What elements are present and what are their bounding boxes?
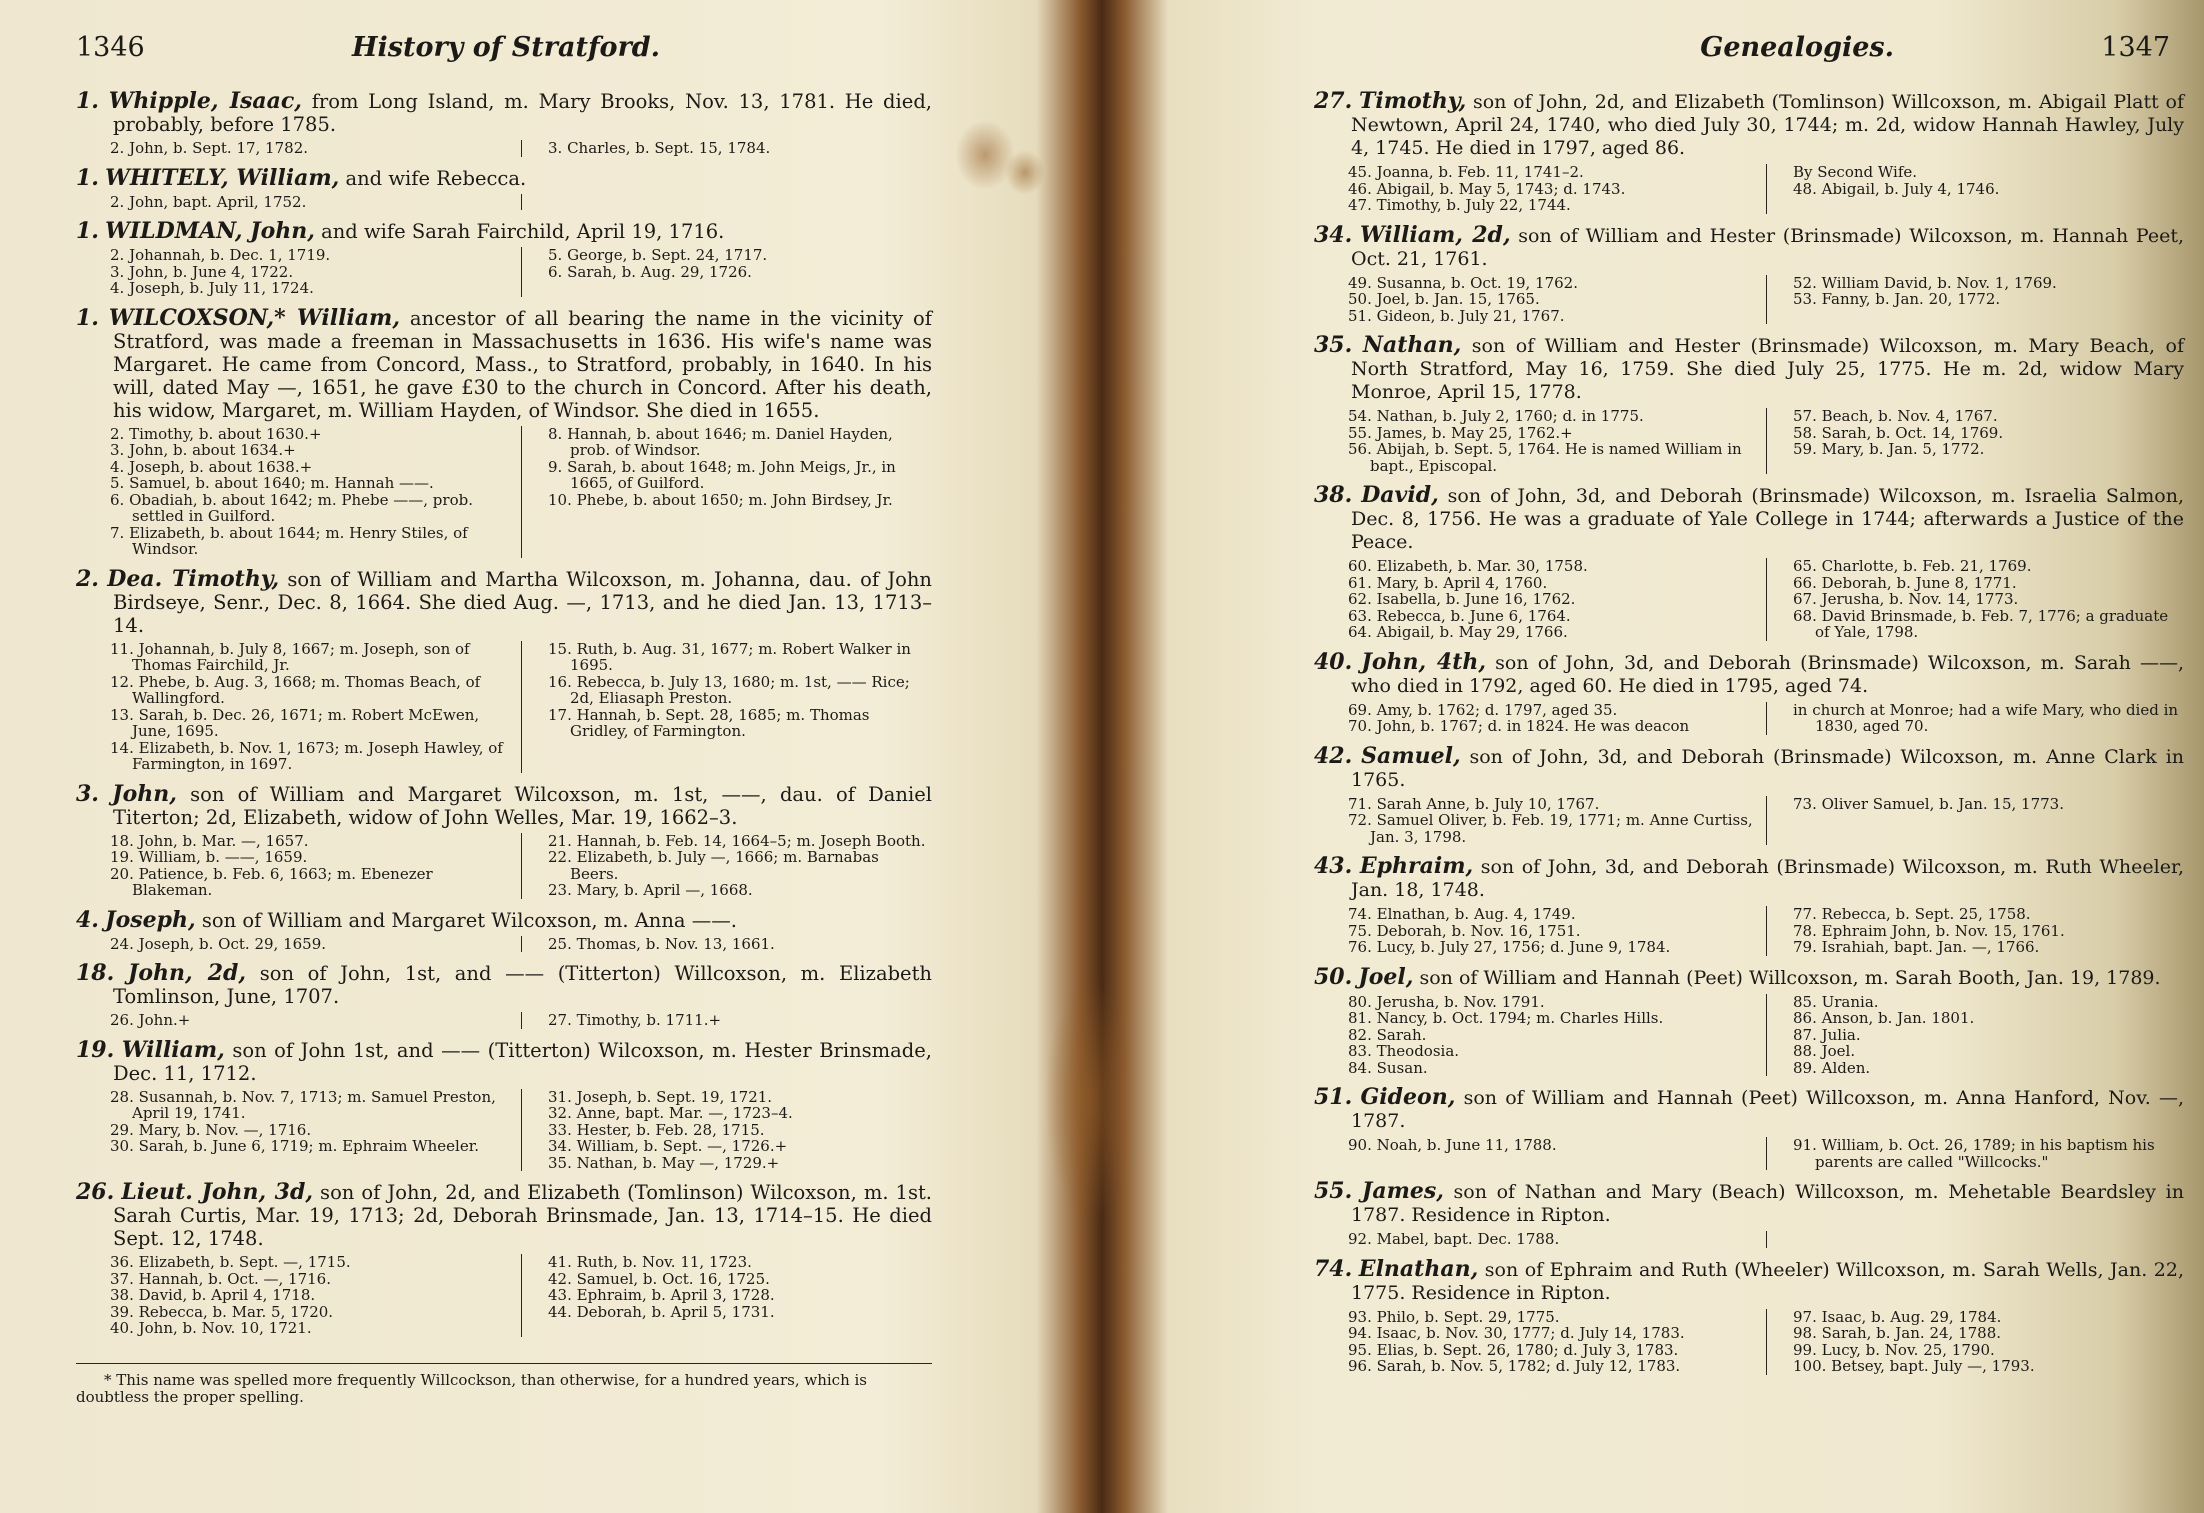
genealogy-entry: [1314, 1180, 2184, 1248]
child-item: 5. George, b. Sept. 24, 1717.: [548, 246, 768, 264]
genealogy-entry: [76, 304, 932, 558]
children-column-left: [1348, 164, 1766, 214]
entry-heading: [1314, 1180, 2184, 1227]
children-column-right: [521, 1089, 932, 1172]
genealogy-entry: [76, 90, 932, 157]
child-item: 15. Ruth, b. Aug. 31, 1677; m. Robert Walker in 1695.: [548, 639, 911, 674]
children-column-right: [521, 247, 932, 297]
children-column-right: [521, 1012, 932, 1029]
child-item: 6. Sarah, b. Aug. 29, 1726.: [548, 262, 752, 281]
person-name: WILDMAN, John,: [105, 218, 315, 244]
child-item: 26. John.+: [110, 1011, 191, 1029]
children-column-left: [110, 140, 521, 157]
person-name: John,: [112, 780, 177, 807]
child-item: 59. Mary, b. Jan. 5, 1772.: [1793, 440, 1985, 458]
children-column-left: [1348, 558, 1766, 641]
children-list: [76, 936, 932, 953]
genealogy-entry: [76, 1036, 932, 1172]
entry-text: son of William and Hester (Brinsmade) Wilcoxson, m. Mary Beach, of North Stratford, May 16, 1759. She died July 25, 1775. He m. 2d, widow Mary Monroe, April 15, 1778.: [1351, 335, 2184, 403]
person-name: Elnathan,: [1358, 1255, 1479, 1282]
entry-text: son of John 1st, and —— (Titterton) Wilcoxson, m. Hester Brinsmade, Dec. 11, 1712.: [113, 1038, 932, 1085]
child-item: 27. Timothy, b. 1711.+: [548, 1011, 722, 1029]
child-item: 86. Anson, b. Jan. 1801.: [1793, 1009, 1975, 1027]
genealogy-entry: [1314, 855, 2184, 956]
child-item: 44. Deborah, b. April 5, 1731.: [548, 1302, 775, 1321]
child-item: 85. Urania.: [1793, 992, 1879, 1011]
children-column-left: [110, 426, 521, 558]
children-list: [1314, 1231, 2184, 1248]
children-column-right: [1766, 275, 2184, 325]
person-name: William, 2d,: [1359, 221, 1511, 248]
genealogy-entry: [1314, 1255, 2184, 1375]
child-item: 4. Joseph, b. about 1638.+: [110, 457, 313, 476]
child-item: 28. Susannah, b. Nov. 7, 1713; m. Samuel Preston, April 19, 1741.: [110, 1087, 496, 1122]
child-item: 43. Ephraim, b. April 3, 1728.: [548, 1286, 775, 1304]
entry-heading: [76, 90, 932, 136]
child-item: 93. Philo, b. Sept. 29, 1775.: [1348, 1307, 1560, 1326]
children-column-left: [110, 936, 521, 953]
genealogy-entry: [76, 962, 932, 1029]
child-item: 82. Sarah.: [1348, 1025, 1427, 1044]
children-list: [76, 1089, 932, 1172]
child-item: 24. Joseph, b. Oct. 29, 1659.: [110, 934, 327, 953]
entry-number: 1.: [76, 218, 99, 244]
footnote: * This name was spelled more frequently Willcockson, than otherwise, for a hundred years, which is doubtless the proper spelling.: [76, 1370, 867, 1406]
child-item: 65. Charlotte, b. Feb. 21, 1769.: [1793, 557, 2032, 575]
children-column-right: [1766, 994, 2184, 1077]
entry-text: son of John, 3d, and Deborah (Brinsmade) Wilcoxson, m. Ruth Wheeler, Jan. 18, 1748.: [1351, 856, 2184, 901]
genealogy-entry: [1314, 648, 2185, 735]
entry-heading: [76, 780, 932, 829]
entry-number: 40.: [1314, 648, 1353, 675]
genealogy-entry: [76, 780, 932, 899]
child-item: 94. Isaac, b. Nov. 30, 1777; d. July 14, 1783.: [1348, 1324, 1685, 1342]
child-item: 61. Mary, b. April 4, 1760.: [1348, 573, 1548, 592]
entry-number: 38.: [1314, 482, 1353, 508]
entry-heading: [76, 220, 932, 243]
child-item: 12. Phebe, b. Aug. 3, 1668; m. Thomas Beach, of Wallingford.: [110, 672, 481, 707]
genealogy-entry: [1314, 484, 2184, 641]
child-item: 87. Julia.: [1793, 1025, 1861, 1044]
child-item: 92. Mabel, bapt. Dec. 1788.: [1348, 1230, 1560, 1248]
person-name: Timothy,: [1359, 88, 1467, 114]
genealogy-entry: [76, 565, 932, 773]
child-item: 71. Sarah Anne, b. July 10, 1767.: [1348, 794, 1600, 813]
children-column-left: [1348, 1231, 1766, 1248]
person-name: John, 4th,: [1361, 648, 1487, 675]
page-number: 1347: [2101, 32, 2170, 63]
entry-number: 1.: [76, 88, 99, 114]
entry-heading: [1314, 963, 2184, 990]
children-list: [76, 194, 932, 211]
entry-heading: [76, 962, 932, 1008]
child-item: 51. Gideon, b. July 21, 1767.: [1348, 306, 1565, 325]
children-column-right: [1766, 558, 2184, 641]
children-column-right: [1766, 1309, 2184, 1375]
entry-text: son of John, 3d, and Deborah (Brinsmade) Wilcoxson, m. Sarah ——, who died in 1792, aged 60. He died in 1795, aged 74.: [1351, 651, 2185, 697]
child-item: 39. Rebecca, b. Mar. 5, 1720.: [110, 1302, 334, 1321]
child-item: 52. William David, b. Nov. 1, 1769.: [1793, 273, 2057, 292]
child-item: 78. Ephraim John, b. Nov. 15, 1761.: [1793, 921, 2065, 940]
genealogy-entry: [76, 164, 932, 211]
running-title: Genealogies.: [1700, 32, 1894, 63]
children-column-right: [1766, 702, 2184, 735]
child-item: 8. Hannah, b. about 1646; m. Daniel Hayden, prob. of Windsor.: [548, 424, 893, 459]
entry-number: 19.: [76, 1036, 115, 1063]
children-list: [1314, 275, 2184, 325]
entry-text: son of William and Hannah (Peet) Willcoxson, m. Sarah Booth, Jan. 19, 1789.: [1413, 966, 2161, 989]
footnote-rule: [76, 1363, 932, 1364]
person-name: David,: [1361, 482, 1439, 508]
entry-heading: [1314, 221, 2184, 271]
child-item: 7. Elizabeth, b. about 1644; m. Henry Stiles, of Windsor.: [110, 523, 468, 558]
entry-text: son of Ephraim and Ruth (Wheeler) Willcoxson, m. Sarah Wells, Jan. 22, 1775. Residence in Ripton.: [1351, 1258, 2184, 1304]
children-column-left: [110, 641, 521, 773]
child-item: 60. Elizabeth, b. Mar. 30, 1758.: [1348, 557, 1588, 575]
child-item: 100. Betsey, bapt. July —, 1793.: [1793, 1357, 2035, 1375]
child-item: 53. Fanny, b. Jan. 20, 1772.: [1793, 290, 2001, 308]
child-item: 66. Deborah, b. June 8, 1771.: [1793, 573, 2017, 592]
person-name: WILCOXSON,* William,: [108, 304, 400, 331]
child-item: 42. Samuel, b. Oct. 16, 1725.: [548, 1269, 770, 1288]
child-item: 88. Joel.: [1793, 1042, 1856, 1060]
children-list: [1314, 1309, 2184, 1375]
child-item: in church at Monroe; had a wife Mary, who died in 1830, aged 70.: [1793, 700, 2179, 735]
person-name: Ephraim,: [1359, 853, 1474, 879]
genealogy-entry: [1314, 221, 2184, 325]
entry-text: son of William and Martha Wilcoxson, m. Johanna, dau. of John Birdseye, Senr., Dec. 8, 1664. She died Aug. —, 1713, and he died Jan. 13, 1713–14.: [113, 567, 932, 637]
right-page: [1170, 0, 2204, 1513]
child-item: 91. William, b. Oct. 26, 1789; in his baptism his parents are called "Willcocks.": [1793, 1136, 2155, 1171]
entry-heading: [76, 565, 932, 637]
child-item: 41. Ruth, b. Nov. 11, 1723.: [548, 1253, 752, 1271]
entry-number: 1.: [76, 304, 99, 331]
child-item: 74. Elnathan, b. Aug. 4, 1749.: [1348, 905, 1576, 923]
genealogy-entry: [1314, 334, 2184, 474]
child-item: 95. Elias, b. Sept. 26, 1780; d. July 3, 1783.: [1348, 1340, 1679, 1359]
entry-list: [76, 90, 932, 1337]
children-column-right: [521, 641, 932, 773]
child-item: 22. Elizabeth, b. July —, 1666; m. Barnabas Beers.: [548, 848, 879, 883]
child-item: 10. Phebe, b. about 1650; m. John Birdsey, Jr.: [548, 490, 893, 509]
children-list: [76, 833, 932, 899]
entry-number: 43.: [1314, 853, 1353, 879]
children-column-right: [521, 1254, 932, 1337]
running-title: History of Stratford.: [352, 32, 661, 63]
entry-text: son of William and Hester (Brinsmade) Wilcoxson, m. Hannah Peet, Oct. 21, 1761.: [1351, 224, 2184, 270]
child-item: 3. John, b. June 4, 1722.: [110, 262, 294, 281]
entry-heading: [1314, 742, 2185, 792]
child-item: 76. Lucy, b. July 27, 1756; d. June 9, 1784.: [1348, 938, 1671, 956]
entry-number: 18.: [76, 960, 115, 986]
entry-number: 74.: [1314, 1255, 1353, 1282]
entry-number: 35.: [1314, 332, 1353, 358]
person-name: William,: [121, 1036, 225, 1063]
children-list: [1314, 906, 2184, 956]
children-column-right: [1766, 796, 2184, 846]
child-item: 33. Hester, b. Feb. 28, 1715.: [548, 1120, 765, 1139]
children-list: [1314, 994, 2184, 1077]
child-item: 9. Sarah, b. about 1648; m. John Meigs, Jr., in 1665, of Guilford.: [548, 457, 896, 492]
person-name: Whipple, Isaac,: [108, 88, 302, 114]
child-item: 46. Abigail, b. May 5, 1743; d. 1743.: [1348, 179, 1626, 198]
entry-heading: [1314, 1086, 2184, 1133]
child-item: 83. Theodosia.: [1348, 1042, 1460, 1060]
child-item: 72. Samuel Oliver, b. Feb. 19, 1771; m. Anne Curtiss, Jan. 3, 1798.: [1348, 811, 1753, 846]
running-head: [76, 32, 932, 90]
child-item: 45. Joanna, b. Feb. 11, 1741–2.: [1348, 163, 1584, 181]
entry-text: son of John, 3d, and Deborah (Brinsmade) Wilcoxson, m. Anne Clark in 1765.: [1351, 745, 2185, 791]
entry-heading: [1314, 648, 2185, 698]
child-item: 2. Johannah, b. Dec. 1, 1719.: [110, 246, 331, 264]
child-item: 63. Rebecca, b. June 6, 1764.: [1348, 606, 1571, 625]
entry-text: ancestor of all bearing the name in the vicinity of Stratford, was made a freeman in Massachusetts in 1636. His wife's name was Margaret. He came from Concord, Mass., to Stratford, probably, in 1640. In his will, dated May —, 1651, he gave £30 to the church in Concord. After his death, his widow, Margaret, m. William Hayden, of Windsor. She died in 1655.: [113, 306, 932, 422]
child-item: 34. William, b. Sept. —, 1726.+: [548, 1137, 788, 1155]
child-item: 2. Timothy, b. about 1630.+: [110, 424, 322, 443]
children-column-left: [110, 1089, 521, 1172]
children-column-left: [110, 1254, 521, 1337]
person-name: Joel,: [1358, 963, 1414, 990]
entry-text: and wife Rebecca.: [339, 166, 527, 190]
children-column-right: [521, 426, 932, 558]
entry-number: 2.: [76, 565, 99, 592]
child-item: By Second Wife.: [1793, 163, 1918, 181]
entry-list: [1314, 90, 2184, 1375]
child-item: 89. Alden.: [1793, 1058, 1871, 1077]
genealogy-entry: [76, 220, 932, 297]
child-item: 6. Obadiah, b. about 1642; m. Phebe ——, prob. settled in Guilford.: [110, 490, 473, 525]
entry-text: son of John, 1st, and —— (Titterton) Willcoxson, m. Elizabeth Tomlinson, June, 1707.: [113, 962, 932, 1008]
child-item: 54. Nathan, b. July 2, 1760; d. in 1775.: [1348, 407, 1644, 425]
child-item: 38. David, b. April 4, 1718.: [110, 1286, 316, 1304]
child-item: 58. Sarah, b. Oct. 14, 1769.: [1793, 423, 2004, 442]
child-item: 16. Rebecca, b. July 13, 1680; m. 1st, —— Rice; 2d, Eliasaph Preston.: [548, 672, 910, 707]
child-item: 57. Beach, b. Nov. 4, 1767.: [1793, 407, 1998, 425]
entry-text: and wife Sarah Fairchild, April 19, 1716.: [314, 220, 725, 243]
entry-number: 50.: [1314, 963, 1353, 990]
entry-heading: [1314, 90, 2184, 160]
child-item: 77. Rebecca, b. Sept. 25, 1758.: [1793, 905, 2031, 923]
children-list: [1314, 1137, 2184, 1170]
child-item: 21. Hannah, b. Feb. 14, 1664–5; m. Joseph Booth.: [548, 831, 926, 850]
children-list: [1314, 558, 2184, 641]
left-page: [0, 0, 1060, 1513]
entry-text: son of William and Margaret Wilcoxson, m. Anna ——.: [195, 908, 737, 932]
children-list: [76, 1012, 932, 1029]
child-item: 64. Abigail, b. May 29, 1766.: [1348, 623, 1568, 641]
child-item: 49. Susanna, b. Oct. 19, 1762.: [1348, 273, 1578, 292]
children-column-right: [1766, 1231, 2184, 1248]
child-item: 20. Patience, b. Feb. 6, 1663; m. Ebenezer Blakeman.: [110, 864, 433, 899]
person-name: James,: [1361, 1178, 1444, 1204]
children-column-left: [1348, 702, 1766, 735]
entry-heading: [76, 304, 932, 422]
entry-number: 26.: [76, 1179, 115, 1205]
child-item: 35. Nathan, b. May —, 1729.+: [548, 1153, 780, 1172]
entry-heading: [1314, 334, 2184, 404]
children-column-right: [1766, 906, 2184, 956]
genealogy-entry: [1314, 742, 2185, 846]
children-column-right: [1766, 408, 2184, 474]
children-column-right: [1766, 164, 2184, 214]
person-name: Samuel,: [1361, 742, 1461, 769]
entry-text: son of John, 2d, and Elizabeth (Tomlinson) Wilcoxson, m. 1st. Sarah Curtis, Mar. 19, 1713; 2d, Deborah Brinsmade, Jan. 13, 1714–15. He died Sept. 12, 1748.: [113, 1181, 932, 1250]
children-list: [1314, 164, 2184, 214]
person-name: Nathan,: [1362, 332, 1462, 358]
child-item: 99. Lucy, b. Nov. 25, 1790.: [1793, 1340, 1995, 1359]
children-column-left: [1348, 408, 1766, 474]
child-item: 81. Nancy, b. Oct. 1794; m. Charles Hills.: [1348, 1009, 1664, 1027]
entry-text: son of Nathan and Mary (Beach) Willcoxson, m. Mehetable Beardsley in 1787. Residence in Ripton.: [1351, 1181, 2184, 1226]
children-column-right: [521, 140, 932, 157]
child-item: 4. Joseph, b. July 11, 1724.: [110, 279, 314, 297]
child-item: 55. James, b. May 25, 1762.+: [1348, 423, 1573, 442]
child-item: 32. Anne, bapt. Mar. —, 1723–4.: [548, 1104, 793, 1122]
entry-number: 4.: [76, 906, 99, 933]
child-item: 13. Sarah, b. Dec. 26, 1671; m. Robert McEwen, June, 1695.: [110, 705, 480, 740]
children-list: [1314, 702, 2184, 735]
entry-heading: [76, 1036, 932, 1085]
child-item: 80. Jerusha, b. Nov. 1791.: [1348, 992, 1545, 1011]
children-list: [76, 140, 932, 157]
children-column-left: [1348, 994, 1766, 1077]
child-item: 17. Hannah, b. Sept. 28, 1685; m. Thomas Gridley, of Farmington.: [548, 705, 870, 740]
child-item: 40. John, b. Nov. 10, 1721.: [110, 1319, 312, 1337]
child-item: 29. Mary, b. Nov. —, 1716.: [110, 1120, 312, 1139]
child-item: 23. Mary, b. April —, 1668.: [548, 881, 753, 899]
genealogy-entry: [1314, 90, 2184, 214]
child-item: 18. John, b. Mar. —, 1657.: [110, 831, 309, 850]
person-name: Lieut. John, 3d,: [121, 1179, 314, 1205]
child-item: 2. John, bapt. April, 1752.: [110, 192, 307, 211]
genealogy-entry: [76, 1181, 932, 1337]
genealogy-entry: [1314, 963, 2184, 1077]
entry-heading: [1314, 855, 2184, 902]
children-column-right: [521, 194, 932, 211]
entry-number: 27.: [1314, 88, 1353, 114]
children-column-left: [110, 194, 521, 211]
page-number: 1346: [76, 32, 145, 63]
child-item: 37. Hannah, b. Oct. —, 1716.: [110, 1269, 331, 1288]
child-item: 30. Sarah, b. June 6, 1719; m. Ephraim Wheeler.: [110, 1137, 480, 1155]
children-column-left: [1348, 796, 1766, 846]
children-column-left: [1348, 275, 1766, 325]
person-name: Gideon,: [1360, 1084, 1456, 1110]
entry-text: son of John, 3d, and Deborah (Brinsmade) Wilcoxson, m. Israelia Salmon, Dec. 8, 1756. He was a graduate of Yale College in 1744; afterwards a Justice of the Peace.: [1351, 485, 2184, 553]
children-list: [1314, 796, 2184, 846]
entry-text: son of William and Margaret Wilcoxson, m. 1st, ——, dau. of Daniel Titerton; 2d, Elizabeth, widow of John Welles, Mar. 19, 1662–3.: [113, 782, 932, 829]
child-item: 90. Noah, b. June 11, 1788.: [1348, 1136, 1557, 1154]
children-column-left: [110, 833, 521, 899]
children-column-right: [521, 833, 932, 899]
child-item: 2. John, b. Sept. 17, 1782.: [110, 139, 309, 157]
child-item: 5. Samuel, b. about 1640; m. Hannah ——.: [110, 474, 434, 492]
child-item: 48. Abigail, b. July 4, 1746.: [1793, 179, 2000, 198]
entry-text: from Long Island, m. Mary Brooks, Nov. 13, 1781. He died, probably, before 1785.: [113, 90, 933, 136]
entry-heading: [1314, 1255, 2184, 1305]
entry-number: 55.: [1314, 1178, 1353, 1204]
person-name: Joseph,: [105, 906, 196, 933]
child-item: 73. Oliver Samuel, b. Jan. 15, 1773.: [1793, 794, 2064, 813]
entry-heading: [76, 1181, 932, 1250]
children-column-left: [1348, 1137, 1766, 1170]
children-list: [1314, 408, 2184, 474]
child-item: 25. Thomas, b. Nov. 13, 1661.: [548, 934, 775, 953]
child-item: 19. William, b. ——, 1659.: [110, 848, 308, 866]
child-item: 84. Susan.: [1348, 1058, 1428, 1077]
children-column-right: [521, 936, 932, 953]
child-item: 96. Sarah, b. Nov. 5, 1782; d. July 12, 1783.: [1348, 1357, 1681, 1375]
person-name: WHITELY, William,: [105, 164, 340, 191]
child-item: 67. Jerusha, b. Nov. 14, 1773.: [1793, 590, 2019, 608]
person-name: John, 2d,: [127, 960, 247, 986]
child-item: 56. Abijah, b. Sept. 5, 1764. He is named William in bapt., Episcopal.: [1348, 440, 1742, 475]
child-item: 3. John, b. about 1634.+: [110, 441, 296, 459]
entry-text: son of William and Hannah (Peet) Willcoxson, m. Anna Hanford, Nov. —, 1787.: [1351, 1087, 2184, 1132]
children-list: [76, 426, 932, 558]
entry-text: son of John, 2d, and Elizabeth (Tomlinson) Willcoxson, m. Abigail Platt of Newtown, April 24, 1740, who died July 30, 1744; m. 2d, widow Hannah Hawley, July 4, 1745. He died in 1797, aged 86.: [1351, 91, 2184, 159]
genealogy-entry: [76, 906, 932, 953]
child-item: 69. Amy, b. 1762; d. 1797, aged 35.: [1348, 700, 1618, 719]
entry-number: 34.: [1314, 221, 1353, 248]
child-item: 70. John, b. 1767; d. in 1824. He was deacon: [1348, 717, 1690, 735]
child-item: 62. Isabella, b. June 16, 1762.: [1348, 590, 1576, 608]
entry-heading: [1314, 484, 2184, 554]
entry-number: 42.: [1314, 742, 1353, 769]
child-item: 79. Israhiah, bapt. Jan. —, 1766.: [1793, 938, 2040, 956]
children-list: [76, 1254, 932, 1337]
child-item: 31. Joseph, b. Sept. 19, 1721.: [548, 1087, 773, 1106]
genealogy-entry: [1314, 1086, 2184, 1170]
children-column-left: [1348, 1309, 1766, 1375]
child-item: 14. Elizabeth, b. Nov. 1, 1673; m. Joseph Hawley, of Farmington, in 1697.: [110, 738, 503, 773]
entry-number: 51.: [1314, 1084, 1353, 1110]
children-column-right: [1766, 1137, 2184, 1170]
entry-number: 1.: [76, 164, 99, 191]
children-column-left: [110, 1012, 521, 1029]
entry-number: 3.: [76, 780, 99, 807]
child-item: 97. Isaac, b. Aug. 29, 1784.: [1793, 1307, 2002, 1326]
child-item: 75. Deborah, b. Nov. 16, 1751.: [1348, 921, 1581, 940]
running-head: [1314, 32, 2184, 90]
children-list: [76, 641, 932, 773]
children-list: [76, 247, 932, 297]
person-name: Dea. Timothy,: [107, 565, 280, 592]
child-item: 50. Joel, b. Jan. 15, 1765.: [1348, 290, 1540, 308]
child-item: 98. Sarah, b. Jan. 24, 1788.: [1793, 1324, 2002, 1342]
child-item: 36. Elizabeth, b. Sept. —, 1715.: [110, 1253, 351, 1271]
child-item: 68. David Brinsmade, b. Feb. 7, 1776; a graduate of Yale, 1798.: [1793, 606, 2169, 641]
children-column-left: [1348, 906, 1766, 956]
child-item: 11. Johannah, b. July 8, 1667; m. Joseph, son of Thomas Fairchild, Jr.: [110, 639, 470, 674]
children-column-left: [110, 247, 521, 297]
entry-heading: [76, 906, 932, 933]
child-item: 47. Timothy, b. July 22, 1744.: [1348, 196, 1571, 214]
child-item: 3. Charles, b. Sept. 15, 1784.: [548, 139, 771, 157]
entry-heading: [76, 164, 932, 191]
